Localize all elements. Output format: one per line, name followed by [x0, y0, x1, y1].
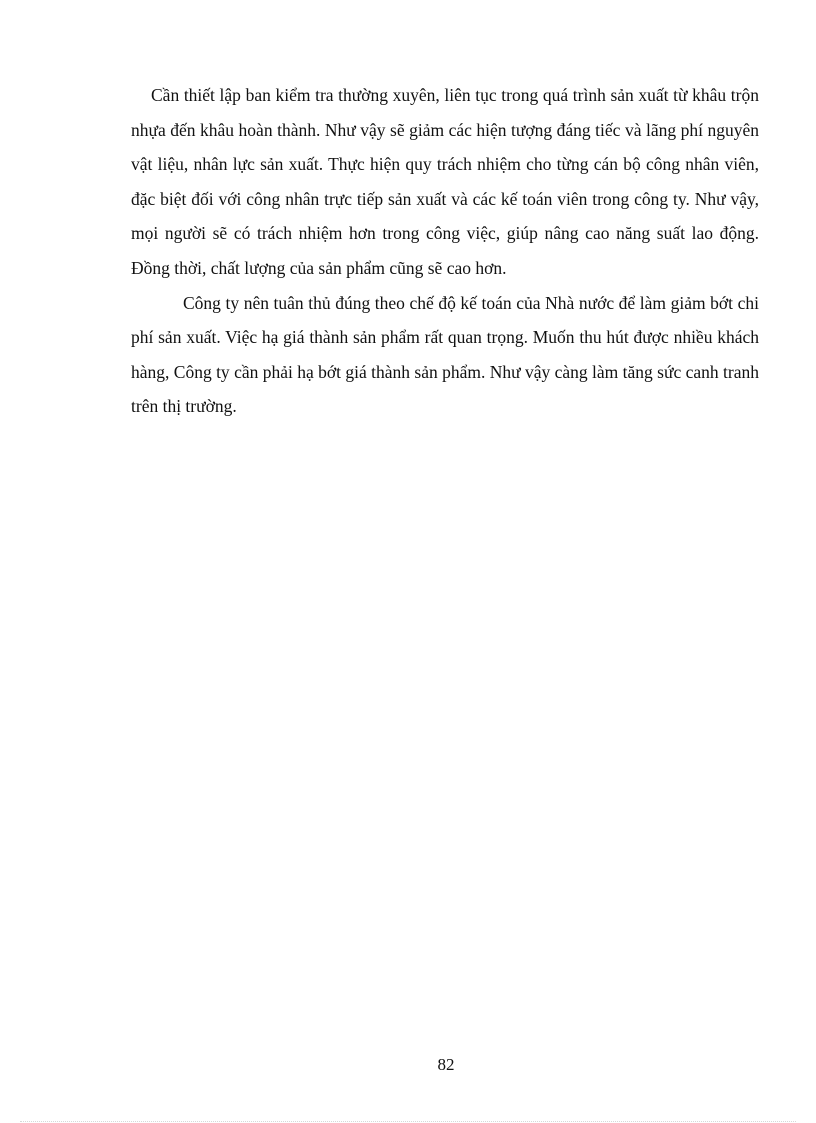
- paragraph-1: Cần thiết lập ban kiểm tra thường xuyên, liên tục trong quá trình sản xuất từ khâu trộn nhựa đến khâu hoàn thành. Như vậy sẽ giảm các hiện tượng đáng tiếc và lãng phí nguyên vật liệu, nhân lực sản xuất. Thực hiện quy trách nhiệm cho từng cán bộ công nhân viên, đặc biệt đối với công nhân trực tiếp sản xuất và các kế toán viên trong công ty. Như vậy, mọi người sẽ có trách nhiệm hơn trong công việc, giúp nâng cao năng suất lao động. Đồng thời, chất lượng của sản phẩm cũng sẽ cao hơn.: [131, 85, 759, 278]
- paragraph-2: Công ty nên tuân thủ đúng theo chế độ kế toán của Nhà nước để làm giảm bớt chi phí sản xuất. Việc hạ giá thành sản phẩm rất quan trọng. Muốn thu hút được nhiều khách hàng, Công ty cần phải hạ bớt giá thành sản phẩm. Như vậy càng làm tăng sức canh tranh trên thị trường.: [131, 292, 759, 417]
- body-text: [131, 78, 759, 424]
- page-number: 82: [437, 1055, 455, 1074]
- page-bottom-divider: [20, 1121, 796, 1122]
